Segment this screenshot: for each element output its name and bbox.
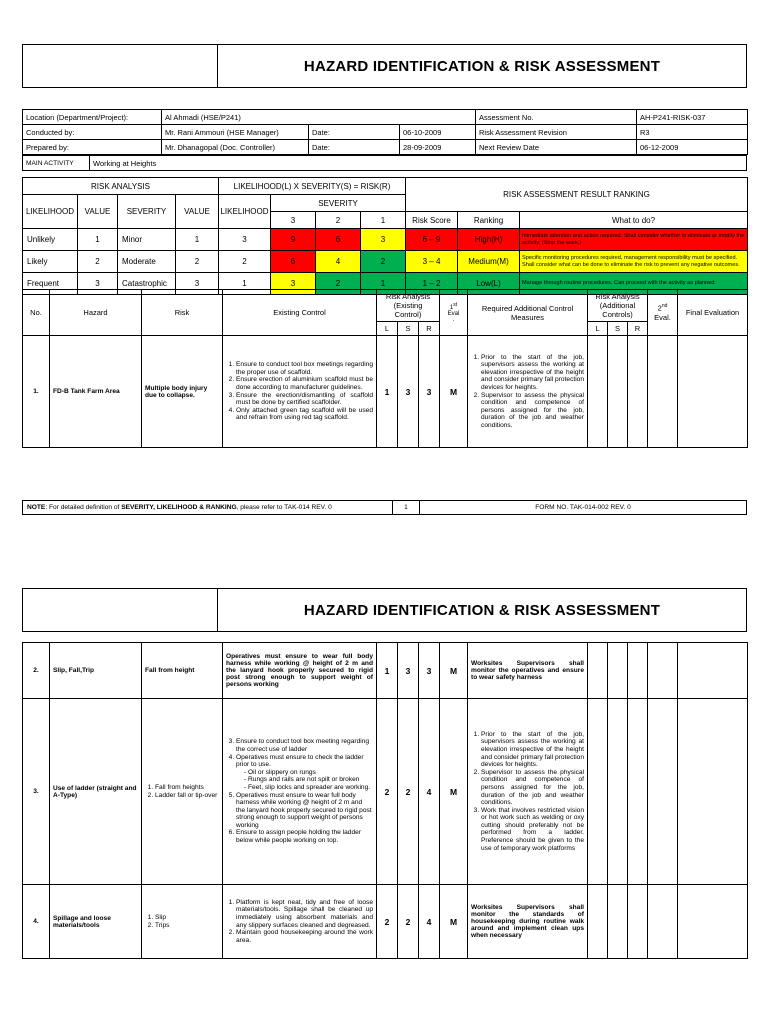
- todo-high: Immediate attention and action required. Shall consider whether to eliminate or modify the activity. (Stop the work.): [520, 229, 748, 251]
- logo-cell: [23, 589, 218, 632]
- row-no: 4.: [23, 885, 50, 959]
- location-label: Location (Department/Project):: [23, 110, 162, 125]
- row-eval: M: [440, 885, 468, 959]
- col-s-2: S: [608, 322, 628, 336]
- date-label: Date:: [309, 125, 400, 140]
- row-l: 2: [377, 699, 398, 885]
- row-s2: [608, 699, 628, 885]
- likelihood-value: 1: [78, 229, 118, 251]
- row-l: 2: [377, 885, 398, 959]
- row-l: 1: [377, 643, 398, 699]
- col-existing-control: Existing Control: [223, 290, 377, 336]
- row-eval2: [648, 643, 678, 699]
- row-l2: [588, 699, 608, 885]
- row-s2: [608, 643, 628, 699]
- hazard-table-2: [22, 642, 748, 959]
- page1-title-table: [22, 44, 747, 88]
- row-no: 1.: [23, 336, 50, 448]
- page-number: 1: [393, 501, 420, 515]
- control-item: 4. Only attached green tag scaffold will be used and refrain from using red tag scaffold.: [236, 407, 373, 422]
- row-risk: [142, 885, 223, 959]
- severity-value: 2: [176, 251, 219, 273]
- row-s: 2: [398, 885, 419, 959]
- row-eval: M: [440, 336, 468, 448]
- table-row: [23, 336, 748, 448]
- row-final: [678, 336, 748, 448]
- row-existing-control: [223, 885, 377, 959]
- likelihood-unlikely: Unlikely: [23, 229, 78, 251]
- matrix-likelihood-head: LIKELIHOOD: [219, 195, 271, 229]
- likelihood-frequent: Frequent: [23, 273, 78, 295]
- measure-item: 2. Supervisor to assess the physical condition and competence of persons assigned for the job, duration of the job and weather conditions.: [481, 769, 584, 807]
- row-r2: [628, 699, 648, 885]
- prepared-label: Prepared by:: [23, 140, 162, 155]
- page2-title-table: [22, 588, 747, 632]
- row-required-measures: [468, 336, 588, 448]
- note-text: NOTE: For detailed definition of SEVERITY, LIKELIHOOD & RANKING, please refer to TAK-014 REV. 0: [23, 501, 393, 515]
- conducted-date: 06-10-2009: [400, 125, 476, 140]
- row-existing-control: [223, 336, 377, 448]
- control-item: 1. Platform is kept neat, tidy and free of loose materials/tools. Spillage shall be cleaned up immediately using absorbent materials and any slippery surfaces cleaned and degreased.: [236, 899, 373, 929]
- note-table: [22, 500, 747, 515]
- risk-analysis-head: RISK ANALYSIS: [23, 178, 219, 195]
- sev-3-head: 3: [271, 212, 316, 229]
- risk-score-head: Risk Score: [406, 212, 458, 229]
- matrix-cell-medium: 4: [316, 251, 361, 273]
- row-final: [678, 643, 748, 699]
- row-eval2: [648, 336, 678, 448]
- severity-value: 3: [176, 273, 219, 295]
- row-risk: [142, 699, 223, 885]
- row-r2: [628, 643, 648, 699]
- ranking-high: High(H): [458, 229, 520, 251]
- col-required-measures: Required Additional Control Measures: [468, 290, 588, 336]
- main-activity-label: MAIN ACTIVITY: [23, 156, 90, 171]
- matrix-cell-high: 9: [271, 229, 316, 251]
- row-eval: M: [440, 699, 468, 885]
- col-r: R: [419, 322, 440, 336]
- conducted-label: Conducted by:: [23, 125, 162, 140]
- date-label-2: Date:: [309, 140, 400, 155]
- row-l2: [588, 336, 608, 448]
- row-hazard: FD-B Tank Farm Area: [50, 336, 142, 448]
- table-row: [23, 699, 748, 885]
- row-r: 4: [419, 699, 440, 885]
- col-hazard: Hazard: [50, 290, 142, 336]
- matrix-l: 2: [219, 251, 271, 273]
- matrix-cell-medium: 3: [361, 229, 406, 251]
- row-r: 3: [419, 643, 440, 699]
- ranking-medium: Medium(M): [458, 251, 520, 273]
- row-r2: [628, 885, 648, 959]
- matrix-cell-high: 6: [316, 229, 361, 251]
- measure-item: 2. Supervisor to assess the physical condition and competence of persons assigned for the job, duration of the job and weather conditions.: [481, 392, 584, 430]
- info-table: [22, 109, 748, 155]
- todo-medium: Specific monitoring procedures required, management responsibility must be specified. Shall consider what can be done to eliminate the risk to prevent any negative outcomes.: [520, 251, 748, 273]
- review-label: Next Review Date: [476, 140, 637, 155]
- row-s: 3: [398, 643, 419, 699]
- likelihood-value: 3: [78, 273, 118, 295]
- page2-title: HAZARD IDENTIFICATION & RISK ASSESSMENT: [218, 589, 747, 632]
- revision-value: R3: [637, 125, 748, 140]
- matrix-severity-head: SEVERITY: [271, 195, 406, 212]
- col-s: S: [398, 322, 419, 336]
- prepared-value: Mr. Dhanagopal (Doc. Controller): [162, 140, 309, 155]
- col-no: No.: [23, 290, 50, 336]
- check-item: - Rungs and rails are not spilt or broken: [244, 776, 360, 784]
- value-head-2: VALUE: [176, 195, 219, 229]
- row-no: 2.: [23, 643, 50, 699]
- risk-item: 1. Slip: [155, 914, 219, 922]
- control-item: 2. Ensure erection of aluminium scaffold must be done according to manufacturer guidelines.: [236, 376, 373, 391]
- likelihood-head: LIKELIHOOD: [23, 195, 78, 229]
- control-item: 3. Ensure to conduct tool box meeting regarding the correct use of ladder: [236, 738, 373, 753]
- control-item: 6. Ensure to assign people holding the ladder below while people working on top.: [236, 829, 373, 844]
- col-ra-existing: Risk Analysis (Existing Control): [377, 290, 440, 322]
- table-row: [23, 643, 748, 699]
- ranking-low: Low(L): [458, 273, 520, 295]
- control-item: 4. Operatives must ensure to check the ladder prior to use. - Oil or slippery on rungs - Rungs and rails are not spilt or broken - Feet, slip locks and spreader are working.: [236, 754, 373, 792]
- measure-item: 1. Prior to the start of the job, supervisors assess the working at elevation irrespective of the height and consider primary fall protection devices for heights.: [481, 354, 584, 392]
- what-to-do-head: What to do?: [520, 212, 748, 229]
- row-eval: M: [440, 643, 468, 699]
- page1-title: HAZARD IDENTIFICATION & RISK ASSESSMENT: [218, 45, 747, 88]
- row-existing-control: Operatives must ensure to wear full body harness while working @ height of 2 m and the lanyard hook properly secured to rigid post strong enough to support weight of persons working: [223, 643, 377, 699]
- row-r: 3: [419, 336, 440, 448]
- review-value: 06-12-2009: [637, 140, 748, 155]
- location-value: Al Ahmadi (HSE/P241): [162, 110, 476, 125]
- conducted-value: Mr. Rani Ammouri (HSE Manager): [162, 125, 309, 140]
- row-eval2: [648, 885, 678, 959]
- row-r: 4: [419, 885, 440, 959]
- revision-label: Risk Assessment Revision: [476, 125, 637, 140]
- matrix-cell-medium: 3: [271, 273, 316, 295]
- risk-score-medium: 3 – 4: [406, 251, 458, 273]
- row-l2: [588, 643, 608, 699]
- matrix-l: 1: [219, 273, 271, 295]
- row-no: 3.: [23, 699, 50, 885]
- prepared-date: 28-09-2009: [400, 140, 476, 155]
- matrix-l: 3: [219, 229, 271, 251]
- severity-value: 1: [176, 229, 219, 251]
- value-head: VALUE: [78, 195, 118, 229]
- measure-item: 3. Work that involves restricted vision or hot work such as welding or oxy cutting should preferably not be performed from a ladder. Preference should be given to the use of temporary work platforms: [481, 807, 584, 853]
- assessment-no-label: Assessment No.: [476, 110, 637, 125]
- col-r-2: R: [628, 322, 648, 336]
- control-item: 3. Ensure the erection/dismantling of scaffold must be done by certified scaffolder.: [236, 392, 373, 407]
- assessment-no-value: AH-P241-RISK-037: [637, 110, 748, 125]
- risk-score-low: 1 – 2: [406, 273, 458, 295]
- matrix-cell-low: 2: [361, 251, 406, 273]
- row-eval2: [648, 699, 678, 885]
- row-hazard: Use of ladder (straight and A-Type): [50, 699, 142, 885]
- row-required-measures: Worksites Supervisors shall monitor the standards of housekeeping during routine walk around and implement clean ups when necessary: [468, 885, 588, 959]
- likelihood-likely: Likely: [23, 251, 78, 273]
- severity-minor: Minor: [118, 229, 176, 251]
- risk-matrix-table: [22, 177, 748, 295]
- row-l: 1: [377, 336, 398, 448]
- row-final: [678, 885, 748, 959]
- row-existing-control: [223, 699, 377, 885]
- risk-item: 1. Fall from heights: [155, 784, 219, 792]
- risk-score-high: 6 – 9: [406, 229, 458, 251]
- activity-table: [22, 155, 747, 171]
- todo-low: Manage through routine procedures. Can proceed with the activity as planned: [520, 273, 748, 295]
- measure-item: 1. Prior to the start of the job, supervisors assess the working at elevation irrespective of the height and consider primary fall protection devices for heights.: [481, 731, 584, 769]
- col-first-eval: 1st Eval .: [440, 290, 468, 336]
- row-risk: Multiple body injury due to collapse.: [142, 336, 223, 448]
- check-item: - Feet, slip locks and spreader are working.: [244, 783, 371, 791]
- matrix-cell-low: 2: [316, 273, 361, 295]
- severity-catastrophic: Catastrophic: [118, 273, 176, 295]
- row-final: [678, 699, 748, 885]
- check-item: - Oil or slippery on rungs: [244, 768, 316, 776]
- risk-formula-head: LIKELIHOOD(L) X SEVERITY(S) = RISK(R): [219, 178, 406, 195]
- row-required-measures: Worksites Supervisors shall monitor the operatives and ensure to wear safety harness: [468, 643, 588, 699]
- table-row: [23, 885, 748, 959]
- result-ranking-head: RISK ASSESSMENT RESULT RANKING: [406, 178, 748, 212]
- row-s: 3: [398, 336, 419, 448]
- logo-cell: [23, 45, 218, 88]
- row-s2: [608, 336, 628, 448]
- ranking-head: Ranking: [458, 212, 520, 229]
- likelihood-value: 2: [78, 251, 118, 273]
- row-required-measures: [468, 699, 588, 885]
- row-s: 2: [398, 699, 419, 885]
- row-r2: [628, 336, 648, 448]
- sev-1-head: 1: [361, 212, 406, 229]
- risk-item: 2. Ladder fall or tip-over: [155, 792, 219, 800]
- matrix-cell-low: 1: [361, 273, 406, 295]
- risk-item: 2. Trips: [155, 922, 219, 930]
- severity-moderate: Moderate: [118, 251, 176, 273]
- hazard-table-1: [22, 289, 748, 448]
- row-hazard: Spillage and loose materials/tools: [50, 885, 142, 959]
- matrix-cell-high: 6: [271, 251, 316, 273]
- col-l: L: [377, 322, 398, 336]
- severity-head: SEVERITY: [118, 195, 176, 229]
- control-item: 1. Ensure to conduct tool box meetings regarding the proper use of scaffold.: [236, 361, 373, 376]
- row-hazard: Slip, Fall,Trip: [50, 643, 142, 699]
- col-second-eval: 2nd Eval.: [648, 290, 678, 336]
- sev-2-head: 2: [316, 212, 361, 229]
- control-item: 5. Operatives must ensure to wear full body harness while working @ height of 2 m and the lanyard hook properly secured to rigid post strong enough to support weight of persons working: [236, 792, 373, 830]
- col-risk: Risk: [142, 290, 223, 336]
- col-l-2: L: [588, 322, 608, 336]
- row-risk: Fall from height: [142, 643, 223, 699]
- col-ra-additional: Risk Analysis (Additional Controls): [588, 290, 648, 322]
- control-item: 2. Maintain good housekeeping around the work area.: [236, 929, 373, 944]
- col-final-eval: Final Evaluation: [678, 290, 748, 336]
- row-l2: [588, 885, 608, 959]
- row-s2: [608, 885, 628, 959]
- main-activity-value: Working at Heights: [90, 156, 747, 171]
- form-number: FORM NO. TAK-014-002 REV. 0: [420, 501, 747, 515]
